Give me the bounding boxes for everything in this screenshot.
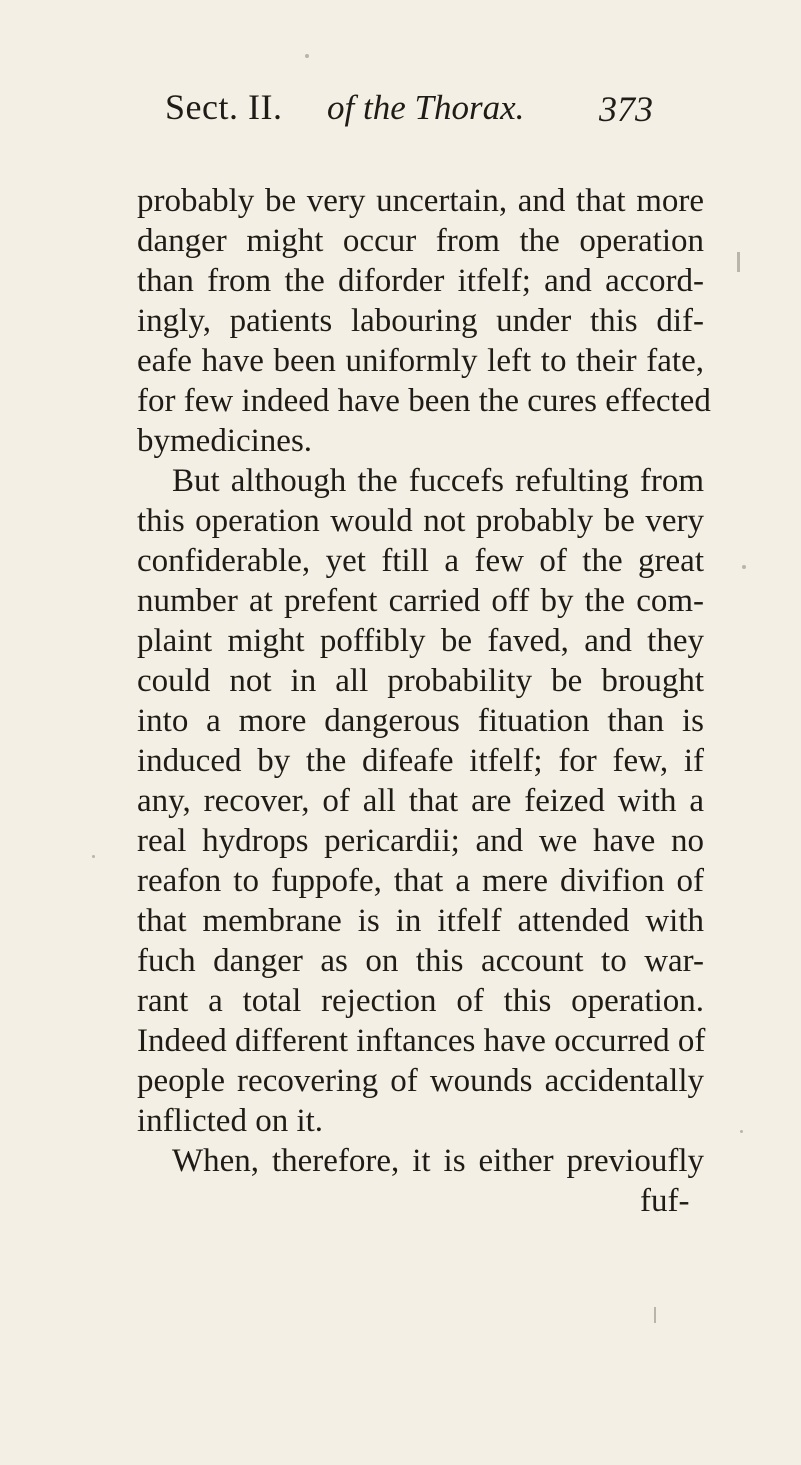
text-line: probably be very uncertain, and that more [137,183,704,219]
paper-speck [92,855,95,858]
text-line: could not in all probability be brought [137,663,704,699]
paper-speck [742,565,746,569]
text-line: this operation would not probably be very [137,503,704,539]
text-line: into a more dangerous fituation than is [137,703,704,739]
page-header [165,86,705,146]
text-line: When, therefore, it is either previoufly [172,1143,704,1179]
text-line: for few indeed have been the cures effected [137,383,711,419]
text-line: inflicted on it. [137,1103,324,1139]
text-line: plaint might poffibly be faved, and they [137,623,704,659]
text-line: real hydrops pericardii; and we have no [137,823,704,859]
text-line: bymedicines. [137,423,313,459]
paper-mark [737,252,740,272]
text-line: eafe have been uniformly left to their fate, [137,343,704,379]
running-title: of the Thorax. [327,88,525,127]
text-line: people recovering of wounds accidentally [137,1063,704,1099]
text-line: danger might occur from the operation [137,223,704,259]
paper-speck [740,1130,743,1133]
text-line: than from the diforder itfelf; and accord- [137,263,704,299]
text-line: rant a total rejection of this operation. [137,983,704,1019]
section-heading: Sect. II. [165,87,283,127]
paper-speck [305,54,309,58]
catchword: fuf- [640,1183,690,1219]
text-line: number at prefent carried off by the com- [137,583,704,619]
text-line: But although the fuccefs refulting from [172,463,704,499]
text-line: Indeed different inftances have occurred of [137,1023,706,1059]
text-line: ingly, patients labouring under this dif- [137,303,704,339]
text-line: that membrane is in itfelf attended with [137,903,704,939]
text-line: induced by the difeafe itfelf; for few, if [137,743,704,779]
text-line: confiderable, yet ftill a few of the great [137,543,704,579]
page-number: 373 [599,89,653,129]
paper-mark [654,1307,656,1323]
text-line: reafon to fuppofe, that a mere divifion of [137,863,704,899]
text-line: any, recover, of all that are feized with a [137,783,704,819]
text-line: fuch danger as on this account to war- [137,943,704,979]
